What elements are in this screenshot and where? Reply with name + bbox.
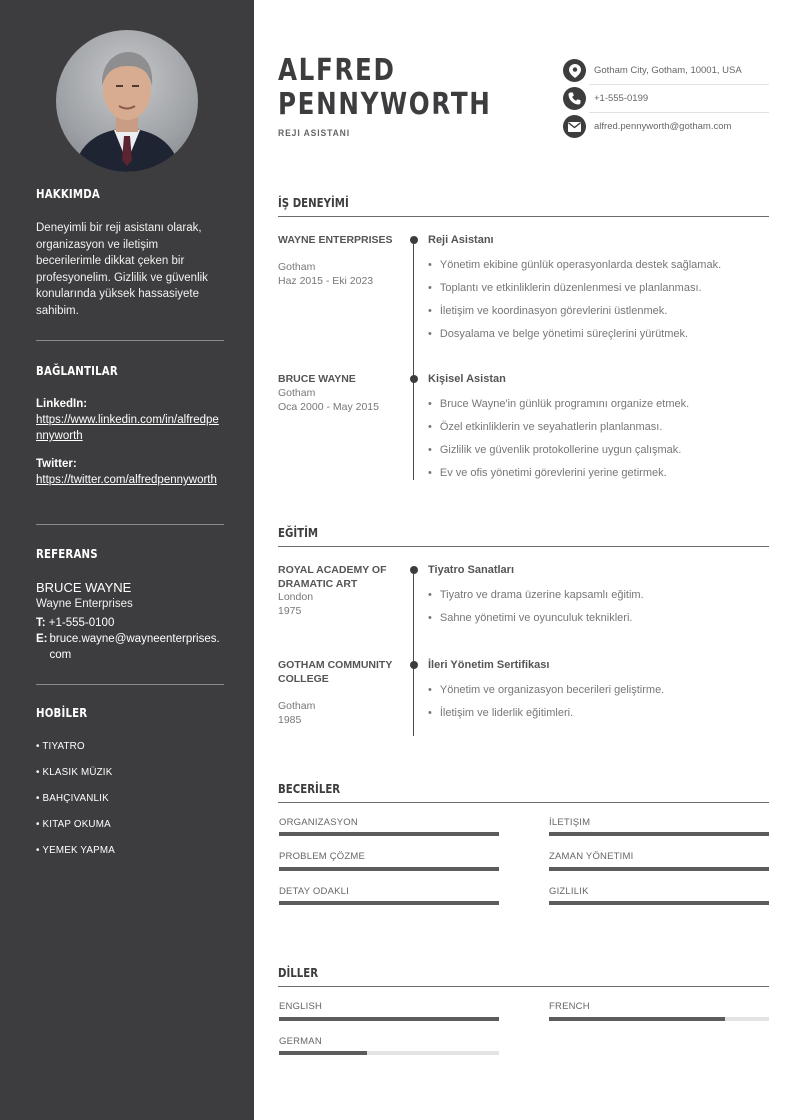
timeline-dot xyxy=(410,566,418,574)
timeline-dot xyxy=(410,661,418,669)
education-year: 1975 xyxy=(278,605,302,617)
experience-org: WAYNE ENTERPRISES xyxy=(278,234,393,246)
sidebar xyxy=(0,0,254,1120)
skill-bar xyxy=(549,867,769,871)
list-item: • Bruce Wayne'in günlük programını organize etmek. xyxy=(428,397,689,420)
skill-bar-fill xyxy=(549,901,769,905)
linkedin-label: LinkedIn: xyxy=(36,398,88,410)
reference-phone-label: T: xyxy=(36,617,46,629)
phone-icon xyxy=(563,87,586,110)
hobby-item: • TIYATRO xyxy=(36,741,85,752)
list-item: • Dosyalama ve belge yönetimi süreçlerini yürütmek. xyxy=(428,327,721,350)
education-timeline xyxy=(413,568,414,736)
reference-email-value: bruce.wayne@wayneenterprises.com xyxy=(49,633,220,661)
contact-phone xyxy=(563,85,769,112)
experience-position: Kişisel Asistan xyxy=(428,373,506,385)
education-degree: İleri Yönetim Sertifikası xyxy=(428,659,550,671)
skill-bar xyxy=(279,867,499,871)
skill-bar-fill xyxy=(279,832,499,836)
about-text: Deneyimli bir reji asistanı olarak, organizasyon ve iletişim becerilerimle dikkat çeken bir profesyonelim. Gizlilik ve güvenlik konularında yüksek hassasiyete sahibim. xyxy=(36,222,208,317)
education-bullets xyxy=(428,588,644,634)
list-item: • Ev ve ofis yönetimi görevlerini yerine getirmek. xyxy=(428,466,689,489)
reference-email xyxy=(36,632,222,663)
twitter-link[interactable]: https://twitter.com/alfredpennyworth xyxy=(36,474,217,486)
sidebar-divider xyxy=(36,684,224,685)
language-bar xyxy=(279,1051,499,1055)
list-item: • Sahne yönetimi ve oyunculuk teknikleri. xyxy=(428,611,644,634)
contact-email-text: alfred.pennyworth@gotham.com xyxy=(594,121,732,132)
skill-name: İLETIŞIM xyxy=(549,817,591,828)
job-title: REJI ASISTANI xyxy=(278,128,351,139)
contact-address xyxy=(563,57,769,84)
skill-bar-fill xyxy=(279,901,499,905)
hobby-item: • YEMEK YAPMA xyxy=(36,845,115,856)
sidebar-divider xyxy=(36,340,224,341)
language-bar-fill xyxy=(279,1017,499,1021)
reference-email-label: E: xyxy=(36,633,48,645)
skill-name: GIZLILIK xyxy=(549,886,589,897)
education-bullets xyxy=(428,683,664,729)
languages-title: DİLLER xyxy=(278,966,319,980)
skill-bar-fill xyxy=(549,832,769,836)
skill-name: PROBLEM ÇÖZME xyxy=(279,851,365,862)
section-divider xyxy=(278,216,769,217)
contact-address-text: Gotham City, Gotham, 10001, USA xyxy=(594,65,742,76)
skill-bar-fill xyxy=(279,867,499,871)
hobby-item: • KITAP OKUMA xyxy=(36,819,111,830)
education-year: 1985 xyxy=(278,714,302,726)
reference-company: Wayne Enterprises xyxy=(36,598,133,610)
section-divider xyxy=(278,986,769,987)
reference-title: REFERANS xyxy=(36,547,98,561)
about-title: HAKKIMDA xyxy=(36,187,100,201)
contact-phone-text: +1-555-0199 xyxy=(594,93,649,104)
section-divider xyxy=(278,546,769,547)
experience-location: Gotham xyxy=(278,387,316,399)
list-item: • Yönetim ve organizasyon becerileri geliştirme. xyxy=(428,683,664,706)
contact-email xyxy=(563,113,769,140)
timeline-dot xyxy=(410,375,418,383)
experience-org: BRUCE WAYNE xyxy=(278,373,356,385)
skills-title: BECERİLER xyxy=(278,782,341,796)
list-item: • İletişim ve koordinasyon görevlerini üstlenmek. xyxy=(428,304,721,327)
language-name: ENGLISH xyxy=(279,1001,323,1012)
language-name: FRENCH xyxy=(549,1001,590,1012)
section-divider xyxy=(278,802,769,803)
experience-bullets xyxy=(428,258,721,350)
language-bar-fill xyxy=(279,1051,367,1055)
envelope-icon xyxy=(563,115,586,138)
list-item: • İletişim ve liderlik eğitimleri. xyxy=(428,706,664,729)
education-location: London xyxy=(278,591,314,603)
hobbies-title: HOBİLER xyxy=(36,706,88,720)
education-org: ROYAL ACADEMY OF DRAMATIC ART xyxy=(278,564,387,590)
linkedin-link[interactable]: https://www.linkedin.com/in/alfredpennyworth xyxy=(36,414,219,442)
profile-photo xyxy=(56,30,198,172)
sidebar-divider xyxy=(36,524,224,525)
experience-dates: Oca 2000 - May 2015 xyxy=(278,401,379,413)
list-item: • Toplantı ve etkinliklerin düzenlenmesi ve planlanması. xyxy=(428,281,721,304)
language-bar-fill xyxy=(549,1017,725,1021)
list-item: • Tiyatro ve drama üzerine kapsamlı eğitim. xyxy=(428,588,644,611)
list-item: • Özel etkinliklerin ve seyahatlerin planlanması. xyxy=(428,420,689,443)
skill-bar xyxy=(549,901,769,905)
experience-title: İŞ DENEYİMİ xyxy=(278,196,349,210)
reference-name: BRUCE WAYNE xyxy=(36,580,132,595)
education-degree: Tiyatro Sanatları xyxy=(428,564,514,576)
skill-bar xyxy=(549,832,769,836)
skill-name: ZAMAN YÖNETIMI xyxy=(549,851,634,862)
list-item: • Yönetim ekibine günlük operasyonlarda destek sağlamak. xyxy=(428,258,721,281)
skill-bar xyxy=(279,832,499,836)
last-name: PENNYWORTH xyxy=(278,87,492,122)
education-location: Gotham xyxy=(278,700,316,712)
list-item: • Gizlilik ve güvenlik protokollerine uygun çalışmak. xyxy=(428,443,689,466)
education-org: GOTHAM COMMUNITY COLLEGE xyxy=(278,659,393,685)
hobby-item: • KLASIK MÜZIK xyxy=(36,767,113,778)
skill-bar xyxy=(279,901,499,905)
timeline-dot xyxy=(410,236,418,244)
skill-name: ORGANIZASYON xyxy=(279,817,358,828)
experience-dates: Haz 2015 - Eki 2023 xyxy=(278,275,374,287)
full-name xyxy=(278,54,491,122)
links-title: BAĞLANTILAR xyxy=(36,364,118,378)
language-bar xyxy=(279,1017,499,1021)
skill-bar-fill xyxy=(549,867,769,871)
language-name: GERMAN xyxy=(279,1036,322,1047)
reference-phone xyxy=(36,617,114,629)
experience-position: Reji Asistanı xyxy=(428,234,494,246)
reference-phone-value: +1-555-0100 xyxy=(48,617,115,629)
experience-location: Gotham xyxy=(278,261,316,273)
location-pin-icon xyxy=(563,59,586,82)
hobby-item: • BAHÇIVANLIK xyxy=(36,793,109,804)
experience-timeline xyxy=(413,240,414,480)
skill-name: DETAY ODAKLI xyxy=(279,886,349,897)
language-bar xyxy=(549,1017,769,1021)
education-title: EĞİTİM xyxy=(278,526,319,540)
experience-bullets xyxy=(428,397,689,489)
twitter-label: Twitter: xyxy=(36,458,77,470)
first-name: ALFRED xyxy=(278,53,396,88)
